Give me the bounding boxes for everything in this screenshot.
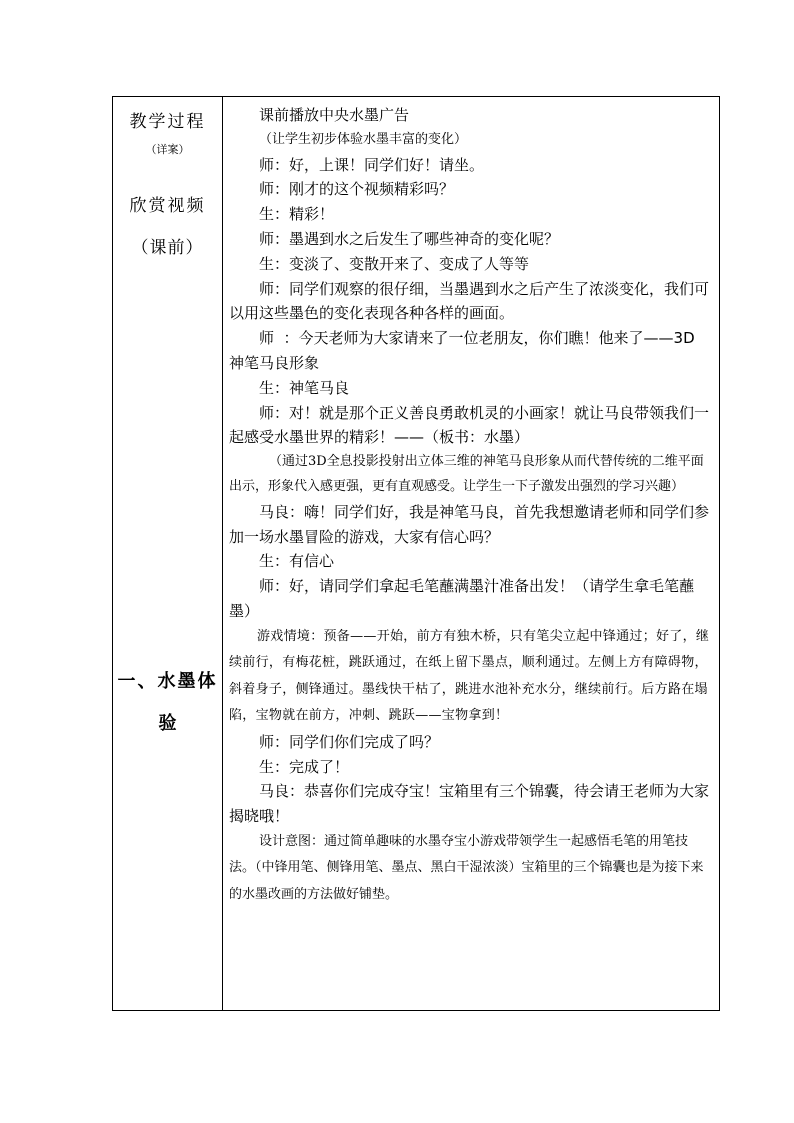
video-label: 欣赏视频 xyxy=(129,196,206,216)
note: （通过3D全息投影投射出立体三维的神笔马良形象从而代替传统的二维平面出示，形象代入感更强，更有直观感受。让学生一下子激发出强烈的学习兴趣） xyxy=(229,454,704,494)
paragraph: 师：同学们你们完成了吗？ xyxy=(259,732,440,751)
column-divider xyxy=(222,97,223,1010)
paragraph: 马良：恭喜你们完成夺宝！宝箱里有三个锦囊，待会请王老师为大家揭晓哦！ xyxy=(229,782,710,826)
paragraph: 师：好，请同学们拿起毛笔蘸满墨汁准备出发！（请学生拿毛笔蘸墨） xyxy=(229,577,695,620)
paragraph: 生：完成了！ xyxy=(259,757,350,776)
paragraph: 课前播放中央水墨广告 xyxy=(259,106,410,124)
paragraph: 生：有信心 xyxy=(259,552,335,571)
pre-class-label: （课前） xyxy=(131,238,204,258)
game-scenario: 游戏情境：预备——开始，前方有独木桥，只有笔尖立起中锋通过；好了，继续前行，有梅花桩，跳跃通过，在纸上留下墨点，顺利通过。左侧上方有障碍物，斜着身子，侧锋通过。墨线快干枯了，跳进水池补充水分，继续前行。后方路在塌陷，宝物就在前方，冲刺、跳跃——宝物拿到！ xyxy=(229,628,710,724)
process-column xyxy=(113,97,222,1010)
paragraph: 马良：嗨！同学们好，我是神笔马良，首先我想邀请老师和同学们参加一场水墨冒险的游戏，大家有信心吗？ xyxy=(229,502,710,546)
design-intent: 设计意图：通过简单趣味的水墨夺宝小游戏带领学生一起感悟毛笔的用笔技法。（中锋用笔、侧锋用笔、墨点、黑白干湿浓淡）宝箱里的三个锦囊也是为接下来的水墨改画的方法做好铺垫。 xyxy=(229,833,704,902)
paragraph: 师：对！就是那个正义善良勇敢机灵的小画家！就让马良带领我们一起感受水墨世界的精彩！——（板书：水墨） xyxy=(229,403,710,447)
paragraph: 师：墨遇到水之后发生了哪些神奇的变化呢？ xyxy=(259,229,560,248)
paragraph: 生：变淡了、变散开来了、变成了人等等 xyxy=(259,254,530,273)
paragraph: 生：精彩！ xyxy=(259,205,335,224)
detail-label: （详案） xyxy=(145,143,190,156)
paragraph: 师 ：今天老师为大家请来了一位老朋友，你们瞧！他来了——3D 神笔马良形象 xyxy=(229,329,700,372)
section-heading-cont: 验 xyxy=(158,713,177,734)
content-column xyxy=(229,103,713,908)
section-heading: 一、水墨体 xyxy=(117,671,218,692)
note: （让学生初步体验水墨丰富的变化） xyxy=(259,131,468,147)
paragraph: 师：好，上课！同学们好！请坐。 xyxy=(259,155,485,174)
process-title: 教学过程 xyxy=(129,112,206,132)
paragraph: 师：刚才的这个视频精彩吗？ xyxy=(259,180,455,199)
paragraph: 生：神笔马良 xyxy=(259,378,350,397)
lesson-plan-table xyxy=(112,96,720,1011)
paragraph: 师：同学们观察的很仔细，当墨遇到水之后产生了浓淡变化，我们可以用这些墨色的变化表现各种各样的画面。 xyxy=(229,279,710,323)
